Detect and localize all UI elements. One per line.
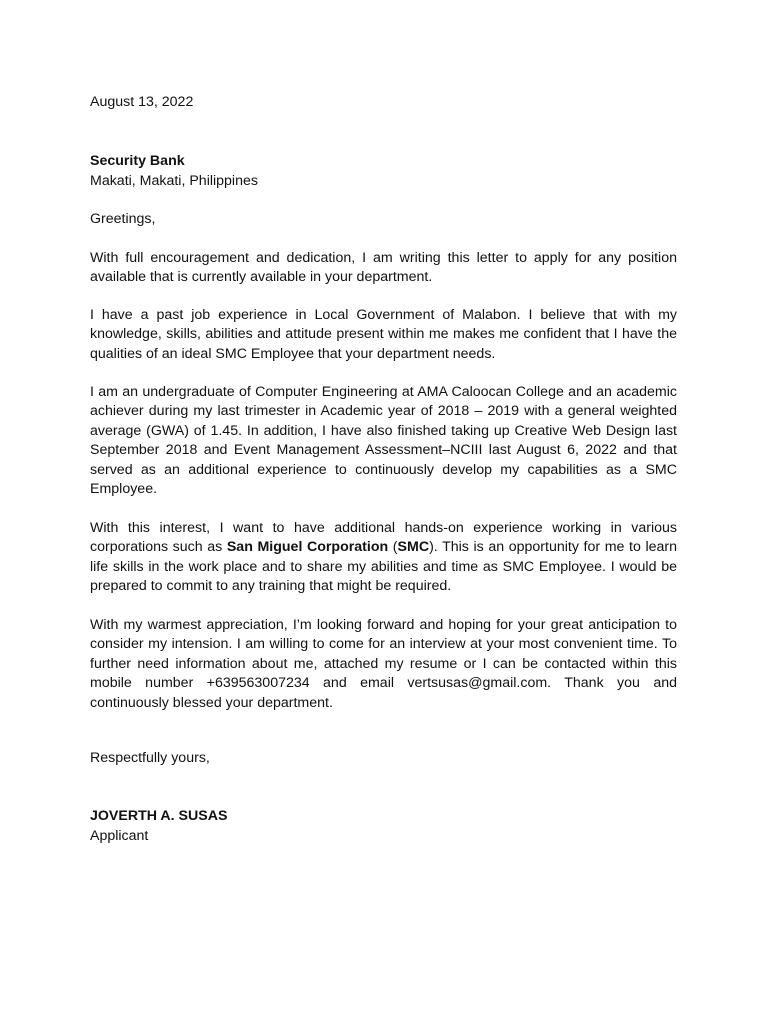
- company-abbreviation: SMC: [397, 539, 430, 556]
- recipient-address: Makati, Makati, Philippines: [90, 173, 258, 189]
- paragraph-interest-text-3: ). This is an opportunity for me to learn life skills in the work place and to share my abilities and time as SMC Employee. I would be prepared to commit to any training that might be required.: [90, 539, 677, 595]
- paragraph-education: I am an undergraduate of Computer Engineering at AMA Caloocan College and an academic achiever during my last trimester in Academic year of 2018 – 2019 with a general weighted average (GWA) of 1.45. In addition, I have also finished taking up Creative Web Design last September 2018 and Event Management Assessment–NCIII last August 6, 2022 and that served as an additional experience to continuously develop my capabilities as a SMC Employee.: [90, 384, 677, 498]
- signature-title: Applicant: [90, 828, 149, 844]
- company-name: San Miguel Corporation: [226, 539, 389, 556]
- closing-phrase: Respectfully yours,: [90, 750, 210, 766]
- paragraph-intro: With full encouragement and dedication, I am writing this letter to apply for any position available that is currently available in your department.: [90, 250, 677, 286]
- letter-date: August 13, 2022: [90, 94, 194, 110]
- paragraph-interest-text-1: With this interest, I want to have additional hands-on experience working in various corporations such as: [90, 520, 677, 556]
- signature-name: JOVERTH A. SUSAS: [90, 808, 228, 824]
- paragraph-interest-text-2: (: [388, 539, 398, 556]
- paragraph-closing: With my warmest appreciation, I’m looking forward and hoping for your great anticipation to consider my intension. I am willing to come for an interview at your most convenient time. To further need information about me, attached my resume or I can be contacted within this mobile number +639563007234 and email vertsusas@gmail.com. Thank you and continuously blessed your department.: [90, 617, 677, 711]
- salutation: Greetings,: [90, 211, 156, 227]
- recipient-name: Security Bank: [90, 153, 185, 169]
- paragraph-experience: I have a past job experience in Local Government of Malabon. I believe that with my knowledge, skills, abilities and attitude present within me makes me confident that I have the qualities of an ideal SMC Employee that your department needs.: [90, 307, 677, 362]
- paragraph-interest: [90, 519, 677, 597]
